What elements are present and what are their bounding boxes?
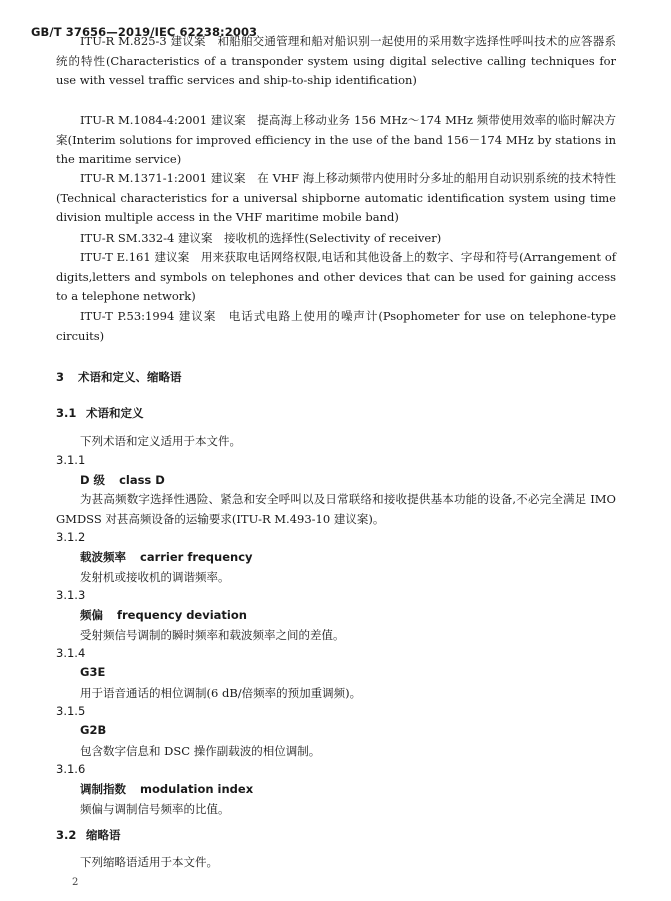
section-title: 术语和定义、缩略语 <box>78 370 182 384</box>
term-en: carrier frequency <box>140 550 253 564</box>
term-heading <box>80 723 106 737</box>
term-definition: 包含数字信息和 DSC 操作副载波的相位调制。 <box>80 744 321 758</box>
section-3-2-heading <box>56 827 121 843</box>
section-title: 术语和定义 <box>86 406 144 420</box>
reference-m1371: ITU-R M.1371-1:2001 建议案 在 VHF 海上移动频带内使用时分多址的船用自动识别系统的技术特性(Technical characteristics for a universal shipborne automatic identification system using time division multiple access in the VHF maritime mobile band) <box>56 171 616 225</box>
term-en: modulation index <box>140 782 254 796</box>
section-3-heading <box>56 369 182 385</box>
term-zh: 频偏 <box>80 608 103 622</box>
term-definition: 受射频信号调制的瞬时频率和载波频率之间的差值。 <box>80 628 345 642</box>
reference-m825: ITU-R M.825-3 建议案 和船舶交通管理和船对船识别一起使用的采用数字选择性呼叫技术的应答器系统的特性(Characteristics of a transponder system using digital selective calling techniques for use with vessel traffic services and ship-to-ship identification) <box>56 34 616 88</box>
term-number: 3.1.1 <box>56 453 86 467</box>
term-number: 3.1.4 <box>56 646 86 660</box>
term-en: class D <box>119 473 165 487</box>
term-zh: G2B <box>80 723 107 737</box>
term-heading <box>80 549 253 565</box>
section-title: 缩略语 <box>86 828 121 842</box>
reference-sm332: ITU-R SM.332-4 建议案 接收机的选择性(Selectivity of receiver) <box>80 231 442 245</box>
term-definition: 用于语音通话的相位调制(6 dB/倍频率的预加重调频)。 <box>80 686 362 700</box>
term-zh: D 级 <box>80 473 106 487</box>
term-heading <box>80 665 105 679</box>
term-heading <box>80 607 247 623</box>
term-number: 3.1.5 <box>56 704 86 718</box>
term-number: 3.1.2 <box>56 530 86 544</box>
section-3-1-heading <box>56 405 144 421</box>
section-number: 3.1 <box>56 406 77 420</box>
term-definition: 发射机或接收机的调谐频率。 <box>80 570 230 584</box>
term-zh: 调制指数 <box>80 782 126 796</box>
term-number: 3.1.3 <box>56 588 86 602</box>
section-3-2-intro: 下列缩略语适用于本文件。 <box>80 855 218 869</box>
term-number: 3.1.6 <box>56 762 86 776</box>
term-heading <box>80 781 253 797</box>
term-heading <box>80 472 165 488</box>
term-definition: 为甚高频数字选择性遇险、紧急和安全呼叫以及日常联络和接收提供基本功能的设备,不必完全满足 IMO GMDSS 对甚高频设备的运输要求(ITU-R M.493-10 建议案)。 <box>56 492 616 526</box>
term-definition: 频偏与调制信号频率的比值。 <box>80 802 230 816</box>
section-number: 3 <box>56 370 65 384</box>
term-en: frequency deviation <box>117 608 247 622</box>
reference-e161: ITU-T E.161 建议案 用来获取电话网络权限,电话和其他设备上的数字、字母和符号(Arrangement of digits,letters and symbols on telephones and other devices that can be used for gaining access to a telephone network) <box>56 250 616 304</box>
standard-header: GB/T 37656—2019/IEC 62238:2003 <box>31 25 258 39</box>
reference-m1084: ITU-R M.1084-4:2001 建议案 提高海上移动业务 156 MHz～174 MHz 频带使用效率的临时解决方案(Interim solutions for improved efficiency in the use of the band 156－174 MHz by stations in the maritime service) <box>56 113 616 167</box>
term-zh: G3E <box>80 665 106 679</box>
section-3-1-intro: 下列术语和定义适用于本文件。 <box>80 434 241 448</box>
term-zh: 载波频率 <box>80 550 126 564</box>
reference-p53: ITU-T P.53:1994 建议案 电话式电路上使用的噪声计(Psophometer for use on telephone-type circuits) <box>56 309 616 343</box>
page-number: 2 <box>72 877 79 888</box>
section-number: 3.2 <box>56 828 77 842</box>
